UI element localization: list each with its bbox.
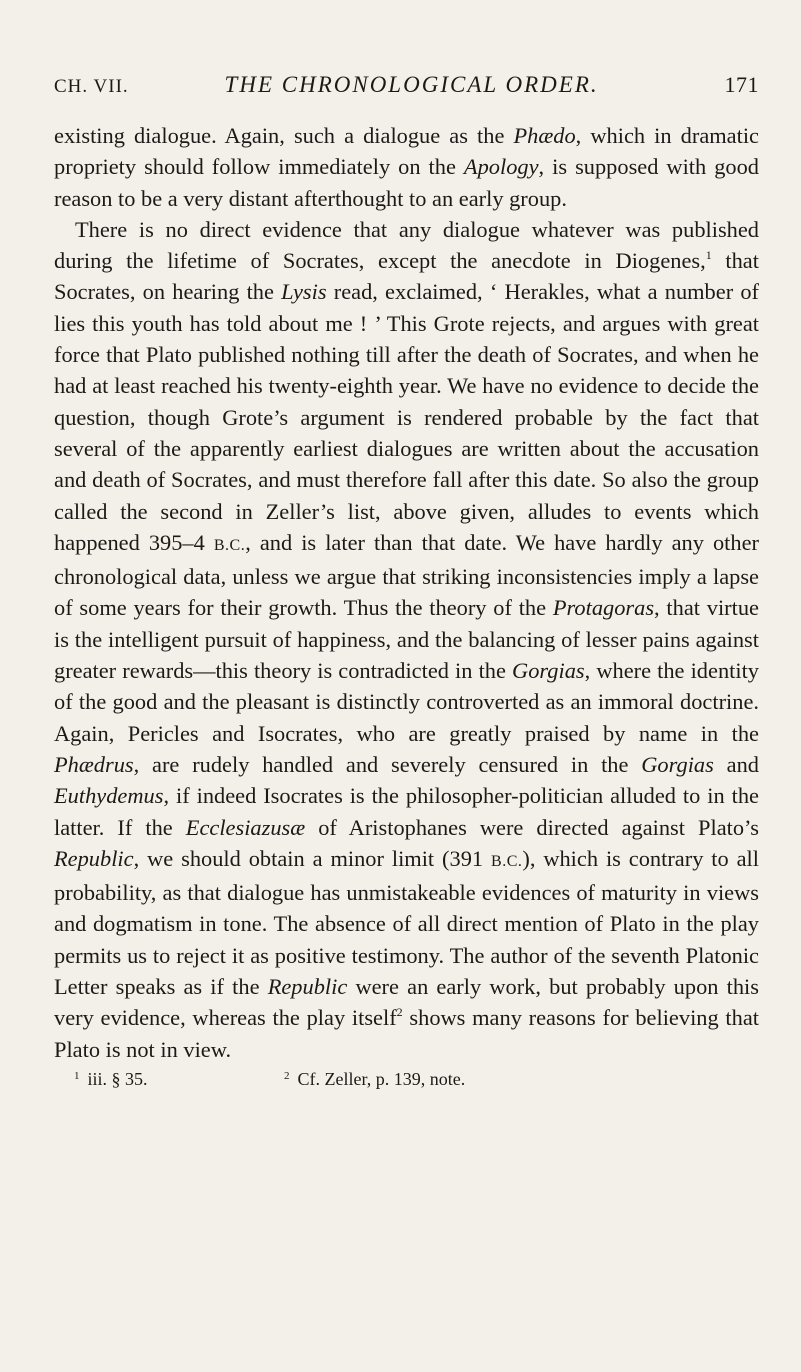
- era-bc: B.C.: [213, 536, 246, 554]
- body-text: [54, 120, 759, 1065]
- footnote-mark: 1: [74, 1069, 80, 1082]
- footnote-ref-2[interactable]: 2: [396, 1005, 403, 1020]
- title-gorgias: Gorgias: [512, 658, 585, 684]
- title-ecclesiazusae: Ecclesiazusæ: [185, 814, 306, 840]
- footnote-ref-1[interactable]: 1: [705, 248, 712, 263]
- title-lysis: Lysis: [281, 279, 327, 305]
- book-page: [54, 72, 759, 1091]
- page-number: 171: [724, 72, 759, 97]
- running-header: [54, 72, 759, 106]
- title-phaedo: Phædo: [513, 123, 576, 148]
- footnotes: [54, 1067, 759, 1091]
- footnote-text: Cf. Zeller, p. 139, note.: [297, 1068, 466, 1089]
- title-gorgias: Gorgias: [641, 751, 714, 777]
- title-republic: Republic: [54, 845, 134, 871]
- footnote-1: [54, 1067, 284, 1091]
- paragraph-2: There is no direct evidence that any dialogue whatever was published during the lifetime of Socrates, except the anecdote in Diogenes,$^1$ that Socrates, on hearing the Lysis read, exclaimed, ‘ Herakles, what a number of lies this youth has told about me ! ’ This Grote rejects, and argues with great force that Plato published nothing till after the death of Socrates, and when he had at least reached his twenty-eighth year. We have no evidence to decide the question, though Grote’s argument is rendered probable by the fact that several of the apparently earliest dialogues are written about the accusation and death of Socrates, and must therefore fall after this date. So also the group called the second in Zeller’s list, above given, alludes to events which happened 395–4 B.C., and is later than that date. We have hardly any other chronological data, unless we argue that striking inconsistencies imply a lapse of some years for their growth. Thus the theory of the Protagoras, that virtue is the intelligent pursuit of happiness, and the balancing of lesser pains against greater rewards—this theory is contradicted in the Gorgias, where the identity of the good and the pleasant is distinctly controverted as an immoral doctrine. Again, Pericles and Isocrates, who are greatly praised by name in the Phædrus, are rudely handled and severely censured in the Gorgias and Euthydemus, if indeed Isocrates is the philosopher-politician alluded to in the latter. If the Ecclesiazusæ of Aristophanes were directed against Plato’s Republic, we should obtain a minor limit (391 B.C.), which is contrary to all probability, as that dialogue has unmistakeable evidences of maturity in views and dogmatism in tone. The absence of all direct mention of Plato in the play permits us to reject it as positive testimony. The author of the seventh Platonic Letter speaks as if the Republic were an early work, but probably upon this very evidence, whereas the play itself$^2$ shows many reasons for believing that Plato is not in view.: [54, 216, 760, 1062]
- title-republic: Republic: [267, 974, 348, 1000]
- footnote-mark: 2: [284, 1069, 290, 1082]
- title-euthydemus: Euthydemus: [54, 783, 164, 809]
- paragraph-1: existing dialogue. Again, such a dialogue as the Phædo, which in dramatic propriety should follow immediately on the Apology, is supposed with good reason to be a very distant afterthought to an early group.: [54, 123, 760, 211]
- title-apology: Apology: [463, 154, 539, 180]
- footnote-text: iii. § 35.: [87, 1068, 148, 1089]
- chapter-label: CH. VII.: [54, 76, 129, 97]
- title-protagoras: Protagoras: [552, 595, 655, 621]
- running-title: THE CHRONOLOGICAL ORDER.: [224, 72, 599, 97]
- era-bc: B.C.: [491, 852, 523, 870]
- title-phaedrus: Phædrus: [54, 751, 134, 777]
- footnote-2: [284, 1067, 465, 1091]
